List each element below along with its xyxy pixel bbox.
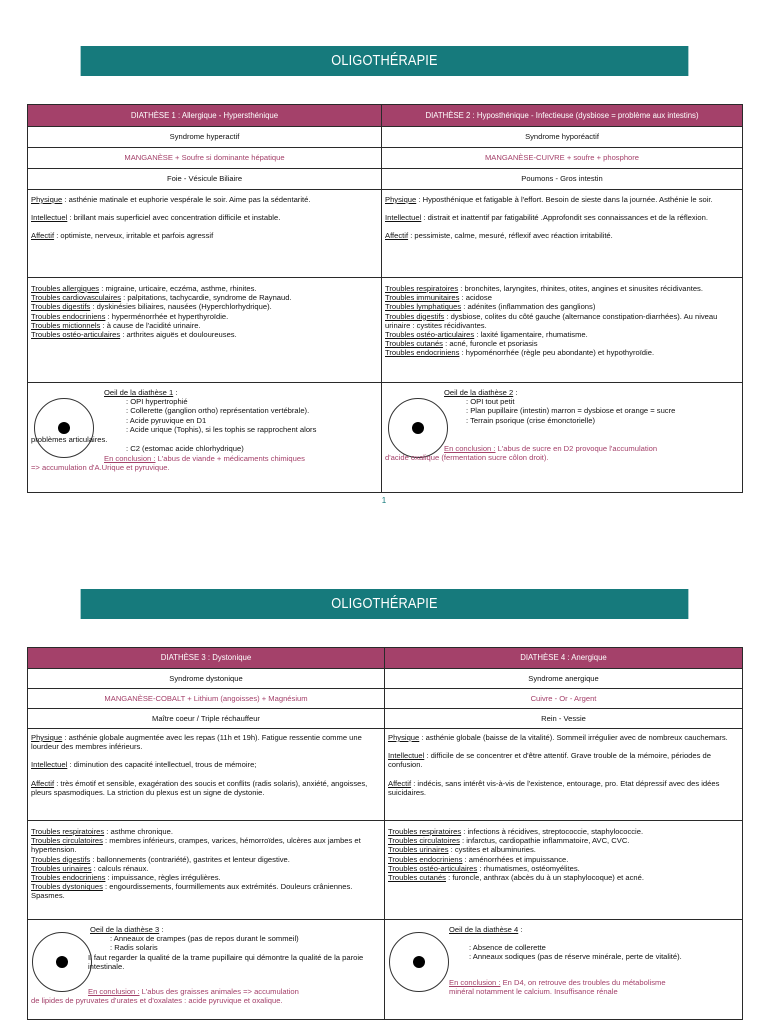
trouble-label: Troubles respiratoires — [385, 284, 459, 293]
trouble-label: Troubles urinaires — [388, 845, 449, 855]
trouble-text: : impuissance, règles irrégulières. — [105, 873, 221, 883]
eye-item: : Plan pupillaire (intestin) marron = dysbiose et orange = sucre — [466, 406, 676, 416]
diathesis-header: DIATHÈSE 1 : Allergique - Hypersthénique — [28, 105, 382, 127]
conclusion-continued: de lipides de pyruvates d'urates et d'oxalates : acide pyruvique et oxalique. — [31, 996, 283, 1005]
trouble-label: Troubles ostéo-articulaires — [31, 330, 121, 340]
profile-text: : asthénie matinale et euphorie vespérale le soir. Aime pas la sédentarité. — [62, 195, 311, 204]
profile-label: Intellectuel — [31, 213, 68, 223]
profile-label: Affectif — [388, 778, 412, 788]
page-banner — [81, 46, 689, 76]
syndrome-cell: Syndrome anergique — [385, 669, 743, 689]
trouble-label: Troubles mictionnels — [31, 320, 101, 330]
trouble-line — [385, 293, 739, 302]
iris-diagram — [34, 398, 94, 458]
profile-line — [31, 779, 381, 797]
eye-cell — [382, 383, 743, 493]
conclusion — [449, 978, 741, 987]
profile-label: Intellectuel — [388, 751, 425, 761]
profile-text: : optimiste, nerveux, irritable et parfois agressif — [54, 231, 214, 241]
trouble-label: Troubles cardiovasculaires — [31, 293, 122, 303]
eye-item: : Acide pyruvique en D1 — [126, 415, 207, 425]
trouble-text: : acné, furoncle et psoriasis — [442, 339, 538, 349]
conclusion-label: En conclusion : — [88, 987, 140, 996]
trouble-text: : migraine, urticaire, eczéma, asthme, rhinites. — [99, 284, 257, 293]
diathesis-header: DIATHÈSE 4 : Anergique — [385, 648, 743, 669]
trouble-line — [388, 827, 739, 836]
trouble-line — [31, 836, 381, 854]
eye-title: Oeil de la diathèse 2 : — [444, 388, 518, 397]
trouble-text: : ballonnements (contrariété), gastrites et lenteur digestive. — [90, 854, 290, 864]
profile-label: Physique — [31, 733, 63, 742]
profile-text: : brillant mais superficiel avec concentration difficile et instable. — [67, 213, 281, 223]
profile-line — [385, 195, 739, 204]
trouble-line — [31, 302, 378, 311]
diathesis-header: DIATHÈSE 2 : Hyposthénique - Infectieuse (dysbiose = problème aux intestins) — [382, 105, 743, 127]
trouble-label: Troubles ostéo-articulaires — [388, 863, 478, 873]
trouble-line — [31, 827, 381, 836]
remedy-cell: MANGANÈSE-CUIVRE + soufre + phosphore — [382, 148, 743, 169]
pupil — [58, 422, 70, 434]
eye-item: : Acide urique (Tophis), si les tophis se rapprochent alors — [126, 424, 317, 434]
eye-item-continuation: problèmes articulaires. — [31, 435, 108, 444]
profile-line — [385, 213, 739, 222]
trouble-label: Troubles immunitaires — [385, 293, 460, 303]
trouble-label: Troubles urinaires — [31, 863, 92, 873]
banner-title: OLIGOTHÉRAPIE — [331, 595, 438, 612]
trouble-line — [31, 293, 378, 302]
trouble-label: Troubles endocriniens — [31, 311, 106, 321]
profile-line — [31, 733, 381, 751]
trouble-label: Troubles respiratoires — [388, 827, 462, 836]
profile-line — [385, 231, 739, 240]
diathesis-table — [27, 104, 743, 493]
eye-item: : Anneaux de crampes (pas de repos durant le sommeil) — [110, 934, 299, 944]
trouble-text: : furoncle, anthrax (abcès du à un staphylocoque) et acné. — [445, 873, 644, 883]
conclusion — [104, 454, 380, 463]
page-banner — [81, 589, 689, 619]
diathesis-table — [27, 647, 743, 1020]
eye-title: Oeil de la diathèse 4 : — [449, 925, 523, 934]
trouble-text: : membres inférieurs, crampes, varices, hémorroïdes, ulcères aux jambes et hypertension. — [31, 836, 361, 855]
trouble-line — [385, 348, 739, 357]
profile-text: : distrait et inattentif par fatigabilité .Approfondit ses connaissances et de la réflexion. — [421, 213, 708, 223]
profile-line — [388, 751, 739, 769]
troubles-cell — [385, 821, 743, 920]
profile-label: Affectif — [31, 231, 55, 241]
eye-description — [444, 388, 736, 425]
eye-item: : C2 (estomac acide chlorhydrique) — [126, 444, 244, 453]
conclusion-label: En conclusion : — [104, 454, 156, 463]
eye-title: Oeil de la diathèse 1 : — [104, 388, 178, 397]
profile-line — [31, 213, 378, 222]
trouble-line — [31, 873, 381, 882]
trouble-text: : adénites (inflammation des ganglions) — [461, 302, 596, 312]
iris-diagram — [32, 932, 92, 992]
trouble-text: : rhumatismes, ostéomyélites. — [477, 863, 580, 873]
diathesis-header: DIATHÈSE 3 : Dystonique — [28, 648, 385, 669]
eye-description — [104, 388, 376, 434]
organs-cell: Rein - Vessie — [385, 709, 743, 729]
trouble-text: : acidose — [459, 293, 492, 303]
trouble-label: Troubles respiratoires — [31, 827, 105, 836]
profile-line — [31, 231, 378, 240]
profile-label: Physique — [385, 195, 417, 204]
troubles-cell — [382, 278, 743, 383]
conclusion-text: L'abus des graisses animales => accumulation — [139, 987, 299, 996]
conclusion-continued: => accumulation d'A.Urique et pyruvique. — [31, 463, 170, 472]
remedy-cell: Cuivre - Or - Argent — [385, 689, 743, 709]
eye-item: : Anneaux sodiques (pas de réserve minérale, perte de vitalité). — [469, 952, 682, 962]
profile-line — [31, 760, 381, 769]
profile-text: : très émotif et sensible, exagération des soucis et conflits (radis solaris), anxiété, angoisses, pleurs spasmodiques. La striction du plexus est un signe de dystonie. — [31, 778, 368, 797]
syndrome-cell: Syndrome hyporéactif — [382, 127, 743, 148]
profile-text: : difficile de se concentrer et d'être attentif. Grave trouble de la mémoire, périodes de confusion. — [388, 751, 711, 770]
iris-diagram — [389, 932, 449, 992]
conclusion-text: En D4, on retrouve des troubles du métabolisme — [500, 978, 666, 987]
syndrome-cell: Syndrome hyperactif — [28, 127, 382, 148]
conclusion — [88, 987, 382, 996]
trouble-text: : hyperménorrhée et hyperthyroïdie. — [105, 311, 229, 321]
profile-label: Affectif — [385, 231, 409, 241]
trouble-text: : calculs rénaux. — [91, 863, 149, 873]
profile-label: Physique — [388, 733, 420, 742]
page-number: 1 — [381, 496, 387, 505]
eye-item: : Collerette (ganglion ortho) représentation vertébrale). — [126, 406, 310, 416]
conclusion-continued: minéral notamment le calcium. Insuffisance rénale — [449, 987, 618, 996]
trouble-line — [388, 836, 739, 845]
profile-label: Intellectuel — [31, 760, 68, 770]
trouble-label: Troubles cutanés — [388, 873, 446, 883]
troubles-cell — [28, 821, 385, 920]
eye-cell — [28, 920, 385, 1020]
trouble-line — [31, 855, 381, 864]
conclusion-text: L'abus de viande + médicaments chimiques — [155, 454, 305, 463]
trouble-line — [385, 339, 739, 348]
trouble-line — [388, 845, 739, 854]
conclusion-text: L'abus de sucre en D2 provoque l'accumulation — [495, 444, 658, 453]
conclusion-label: En conclusion : — [449, 978, 501, 987]
trouble-line — [385, 312, 739, 330]
remedy-cell: MANGANÈSE + Soufre si dominante hépatique — [28, 148, 382, 169]
profile-label: Physique — [31, 195, 63, 204]
trouble-text: : infarctus, cardiopathie inflammatoire, AVC, CVC. — [459, 836, 630, 846]
eye-item: : OPI hypertrophié — [126, 397, 188, 407]
eye-item: : Radis solaris — [110, 943, 158, 953]
profile-label: Intellectuel — [385, 213, 422, 223]
syndrome-cell: Syndrome dystonique — [28, 669, 385, 689]
remedy-cell: MANGANÈSE-COBALT + Lithium (angoisses) + Magnésium — [28, 689, 385, 709]
trouble-line — [388, 855, 739, 864]
eye-description — [449, 925, 739, 962]
profile-cell — [382, 190, 743, 278]
trouble-label: Troubles digestifs — [385, 311, 445, 321]
trouble-text: : arthrites aiguës et douloureuses. — [120, 330, 237, 340]
trouble-line — [31, 284, 378, 293]
trouble-label: Troubles endocriniens — [31, 873, 106, 883]
iris-diagram — [388, 398, 448, 458]
trouble-label: Troubles digestifs — [31, 854, 91, 864]
trouble-text: : dysbiose, colites du côté gauche (alternance constipation-diarrhées). Au niveau urinaire : cystites récidivantes. — [385, 311, 718, 330]
organs-cell: Maître coeur / Triple réchauffeur — [28, 709, 385, 729]
eye-item: : Absence de collerette — [469, 943, 546, 953]
trouble-text: : laxité ligamentaire, rhumatisme. — [474, 330, 588, 340]
profile-line — [31, 195, 378, 204]
trouble-label: Troubles endocriniens — [385, 348, 460, 358]
trouble-text: : infections à récidives, streptococcie, staphylococcie. — [461, 827, 644, 836]
spacer — [449, 934, 739, 943]
profile-line — [388, 733, 739, 742]
trouble-label: Troubles allergiques — [31, 284, 100, 293]
eye-cell — [28, 383, 382, 493]
trouble-line — [31, 864, 381, 873]
eye-cell — [385, 920, 743, 1020]
profile-text: : asthénie globale augmentée avec les repas (11h et 19h). Fatigue ressentie comme une lourdeur des membres inférieurs. — [31, 733, 362, 752]
trouble-text: : dyskinésies biliaires, nausées (Hyperchlorhydrique). — [90, 302, 272, 312]
trouble-label: Troubles circulatoires — [31, 836, 103, 846]
eye-item: : OPI tout petit — [466, 397, 515, 407]
organs-cell: Foie - Vésicule Biliaire — [28, 169, 382, 190]
trouble-text: : hypoménorrhée (règle peu abondante) et hypothyroïdie. — [459, 348, 655, 358]
trouble-text: : cystites et albuminuries. — [448, 845, 536, 855]
conclusion — [444, 444, 740, 453]
trouble-label: Troubles endocriniens — [388, 854, 463, 864]
troubles-cell — [28, 278, 382, 383]
profile-text: : Hyposthénique et fatigable à l'effort. Besoin de sieste dans la journée. Asthénie le soir. — [416, 195, 713, 204]
trouble-line — [385, 284, 739, 293]
profile-line — [388, 779, 739, 797]
pupil — [56, 956, 68, 968]
profile-label: Affectif — [31, 778, 55, 788]
banner-title: OLIGOTHÉRAPIE — [331, 52, 438, 69]
profile-text: : pessimiste, calme, mesuré, réflexif avec réaction irritabilité. — [408, 231, 613, 241]
trouble-line — [31, 882, 381, 900]
trouble-line — [31, 330, 378, 339]
conclusion-label: En conclusion : — [444, 444, 496, 453]
trouble-line — [31, 321, 378, 330]
trouble-line — [388, 864, 739, 873]
trouble-text: : à cause de l'acidité urinaire. — [100, 320, 201, 330]
trouble-text: : aménorrhées et impuissance. — [462, 854, 569, 864]
organs-cell: Poumons - Gros intestin — [382, 169, 743, 190]
trouble-label: Troubles dystoniques — [31, 882, 103, 892]
profile-cell — [385, 729, 743, 821]
eye-note: Il faut regarder la qualité de la trame pupillaire qui démontre la qualité de la paroie intestinale. — [88, 952, 364, 971]
profile-text: : diminution des capacité intellectuel, trous de mémoire; — [67, 760, 257, 770]
trouble-label: Troubles cutanés — [385, 339, 443, 349]
trouble-label: Troubles ostéo-articulaires — [385, 330, 475, 340]
trouble-line — [388, 873, 739, 882]
trouble-line — [385, 302, 739, 311]
eye-item: : Terrain psorique (crise émonctorielle) — [466, 415, 596, 425]
profile-text: : asthénie globale (baisse de la vitalité). Sommeil irrégulier avec de nombreux cauchemars. — [419, 733, 728, 742]
trouble-text: : asthme chronique. — [104, 827, 173, 836]
eye-title: Oeil de la diathèse 3 : — [90, 925, 164, 934]
profile-text: : indécis, sans intérêt vis-à-vis de l'existence, entourage, pro. Etat dépressif avec des idées suicidaires. — [388, 778, 720, 797]
trouble-label: Troubles circulatoires — [388, 836, 460, 846]
eye-description — [88, 925, 380, 971]
profile-cell — [28, 190, 382, 278]
trouble-label: Troubles digestifs — [31, 302, 91, 312]
profile-cell — [28, 729, 385, 821]
trouble-line — [385, 330, 739, 339]
conclusion-continued: d'acide oxalique (fermentation sucre côlon droit). — [385, 453, 549, 462]
pupil — [413, 956, 425, 968]
pupil — [412, 422, 424, 434]
trouble-label: Troubles lymphatiques — [385, 302, 462, 312]
trouble-text: : engourdissements, fourmillements aux extrémités. Douleurs crâniennes. Spasmes. — [31, 882, 353, 901]
trouble-text: : palpitations, tachycardie, syndrome de Raynaud. — [121, 293, 292, 303]
trouble-line — [31, 312, 378, 321]
trouble-text: : bronchites, laryngites, rhinites, otites, angines et sinusites récidivantes. — [458, 284, 703, 293]
